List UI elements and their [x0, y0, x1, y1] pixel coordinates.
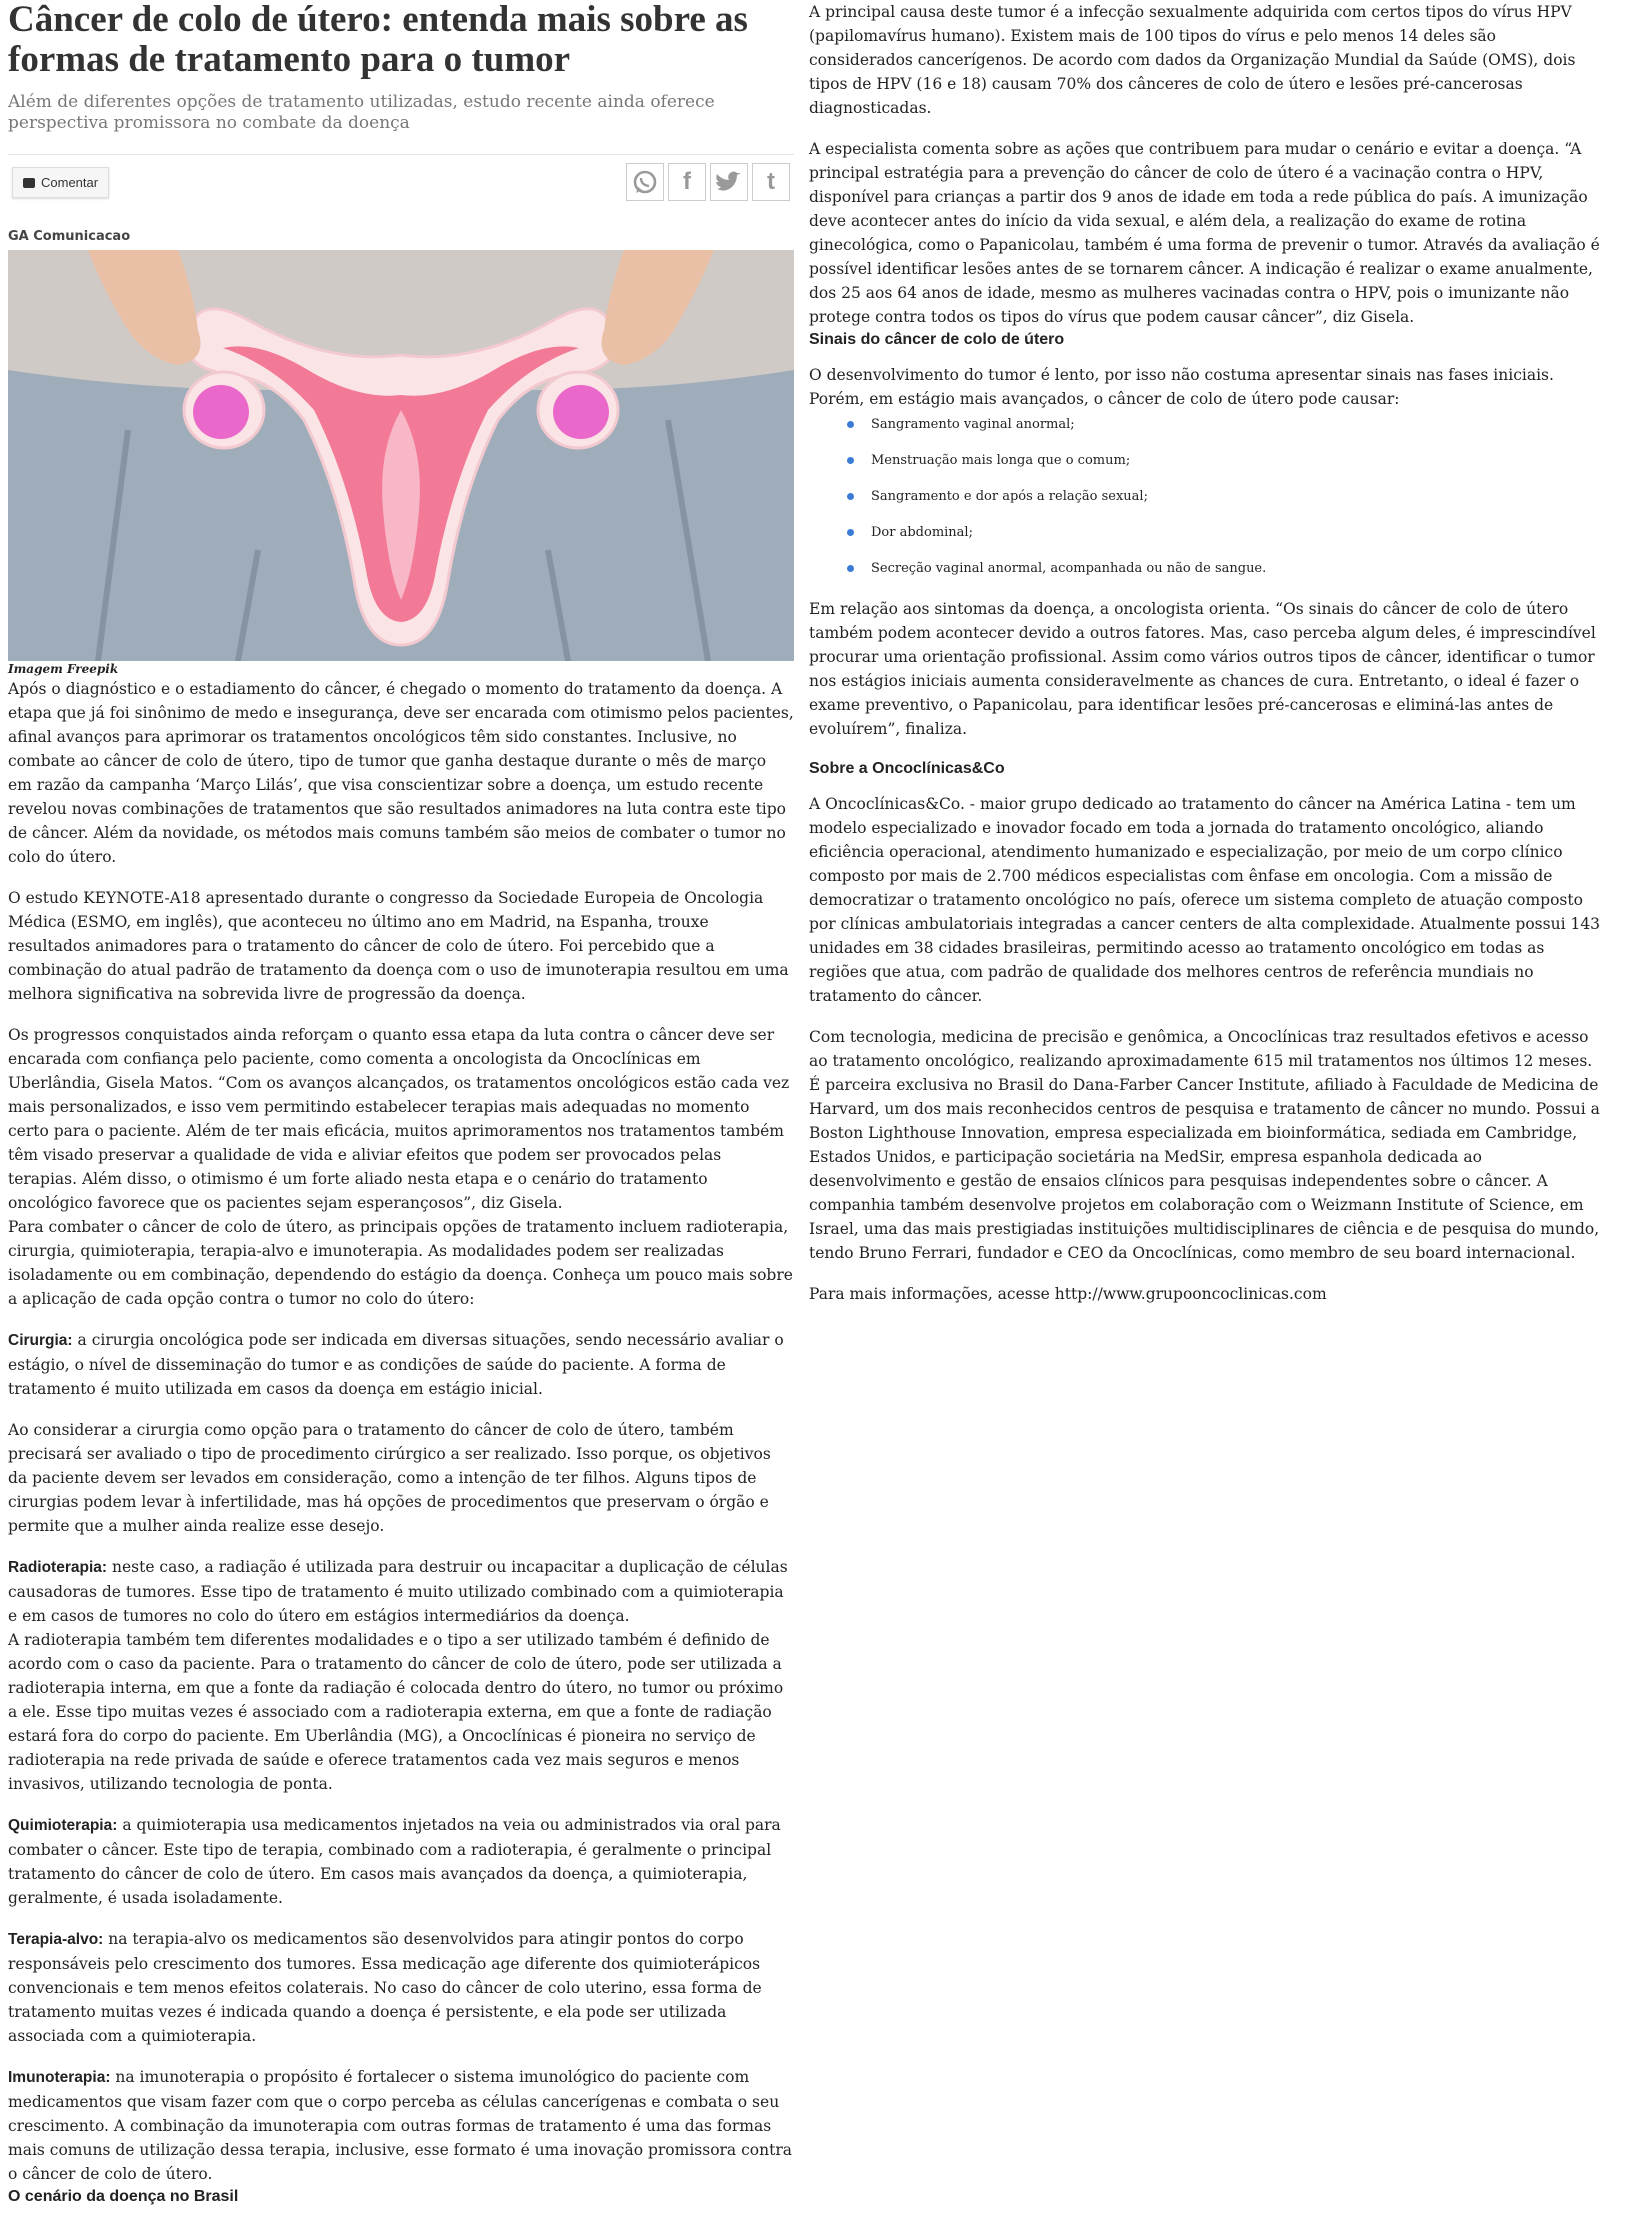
cirurgia-text: a cirurgia oncológica pode ser indicada em diversas situações, sendo necessário avaliar o estágio, o nível de disseminação do tumor e as condições de saúde do paciente. A forma de tratamento é muito utilizada em casos da doença em estágio inicial.: [8, 1331, 784, 1398]
cirurgia-label: Cirurgia:: [8, 1332, 73, 1349]
paragraph: Ao considerar a cirurgia como opção para o tratamento do câncer de colo de útero, também precisará ser avaliado o tipo de procedimento cirúrgico a ser realizado. Isso porque, os objetivos da paciente devem ser levados em consideração, como a intenção de ter filhos. Alguns tipos de cirurgias podem levar à infertilidade, mas há opções de procedimentos que preservam o órgão e permite que a mulher ainda realize esse desejo.: [8, 1421, 771, 1535]
radio-text: neste caso, a radiação é utilizada para destruir ou incapacitar a duplicação de células causadoras de tumores. Esse tipo de tratamento é muito utilizado combinado com a quimioterapia e em casos de tumores no colo do útero em estágios intermediários da doença.: [8, 1558, 788, 1625]
image-caption: Imagem Freepik: [8, 662, 119, 676]
paragraph: O desenvolvimento do tumor é lento, por isso não costuma apresentar sinais nas fases iniciais. Porém, em estágio mais avançados, o câncer de colo de útero pode causar:: [809, 366, 1554, 408]
article-toolbar: [8, 154, 794, 206]
alvo-label: Terapia-alvo:: [8, 1931, 104, 1948]
paragraph: Os progressos conquistados ainda reforçam o quanto essa etapa da luta contra o câncer deve ser encarada com confiança pelo paciente, como comenta a oncologista da Oncoclínicas em Uberlândia, Gisela Matos. “Com os avanços alcançados, os tratamentos oncológicos estão cada vez mais personalizados, e isso vem permitindo estabelecer terapias mais adequadas no momento certo para o paciente. Além de ter mais eficácia, muitos aprimoramentos nos tratamentos também têm visado preservar a qualidade de vida e aliviar efeitos que podem ser provocados pelas terapias. Além disso, o otimismo é um forte aliado nesta etapa e o cenário do tratamento oncológico favorece que os pacientes sejam esperançosos”, diz Gisela.: [8, 1026, 790, 1212]
paragraph: A Oncoclínicas&Co. - maior grupo dedicado ao tratamento do câncer na América Latina - tem um modelo especializado e inovador focado em toda a jornada do tratamento oncológico, aliando eficiência operacional, atendimento humanizado e especialização, por meio de um corpo clínico composto por mais de 2.700 médicos especialistas com ênfase em oncologia. Com a missão de democratizar o tratamento oncológico no país, oferece um sistema completo de atuação composto por clínicas ambulatoriais integradas a cancer centers de alta complexidade. Atualmente possui 143 unidades em 38 cidades brasileiras, permitindo acesso ao tratamento oncológico em todas as regiões que atua, com padrão de qualidade dos melhores centros de referência mundiais no tratamento do câncer.: [809, 795, 1601, 1005]
alvo-text: na terapia-alvo os medicamentos são desenvolvidos para atingir pontos do corpo responsáveis pelo crescimento dos tumores. Essa medicação age diferente dos quimioterápicos convencionais e tem menos efeitos colaterais. No caso do câncer de colo uterino, essa forma de tratamento muitas vezes é indicada quando a doença é persistente, e ela pode ser utilizada associada com a quimioterapia.: [8, 1930, 762, 2045]
whatsapp-icon[interactable]: [626, 163, 664, 201]
share-buttons: [622, 163, 790, 201]
author-name: GA Comunicacao: [8, 229, 131, 244]
imuno-label: Imunoterapia:: [8, 2069, 111, 2086]
heading-sobre: Sobre a Oncoclínicas&Co: [809, 760, 1005, 777]
paragraph: Após o diagnóstico e o estadiamento do câncer, é chegado o momento do tratamento da doença. A etapa que já foi sinônimo de medo e insegurança, deve ser encarada com otimismo pelos pacientes, afinal avanços para aprimorar os tratamentos oncológicos têm sido constantes. Inclusive, no combate ao câncer de colo de útero, tipo de tumor que ganha destaque durante o mês de março em razão da campanha ‘Março Lilás’, que visa conscientizar sobre a doença, um estudo recente revelou novas combinações de tratamentos que são resultados animadores na luta contra este tipo de câncer. Além da novidade, os métodos mais comuns também são meios de combater o tumor no colo do útero.: [8, 680, 794, 866]
uterus-illustration: [8, 250, 794, 661]
heading-cenario: O cenário da doença no Brasil: [8, 2188, 239, 2205]
quimio-text: a quimioterapia usa medicamentos injetados na veia ou administrados via oral para combater o câncer. Este tipo de terapia, combinado com a radioterapia, é geralmente o principal tratamento do câncer de colo de útero. Em casos mais avançados da doença, a quimioterapia, geralmente, é usada isoladamente.: [8, 1816, 781, 1907]
signs-list: [847, 417, 1603, 577]
right-column: [809, 0, 1603, 1323]
list-item: Dor abdominal;: [847, 525, 1603, 541]
cirurgia-paragraph: [8, 1328, 794, 1401]
facebook-icon[interactable]: f: [668, 163, 706, 201]
paragraph: A radioterapia também tem diferentes modalidades e o tipo a ser utilizado também é definido de acordo com o caso da paciente. Para o tratamento do câncer de colo de útero, pode ser utilizada a radioterapia interna, em que a fonte da radiação é colocada dentro do útero, no tumor ou próximo a ele. Esse tipo muitas vezes é associado com a radioterapia externa, em que a fonte de radiação estará fora do corpo do paciente. Em Uberlândia (MG), a Oncoclínicas é pioneira no serviço de radioterapia na rede privada de saúde e oferece tratamentos cada vez mais seguros e menos invasivos, utilizando tecnologia de ponta.: [8, 1631, 784, 1793]
imuno-text: na imunoterapia o propósito é fortalecer o sistema imunológico do paciente com medicamentos que visam fazer com que o corpo perceba as células cancerígenas e combata o seu crescimento. A combinação da imunoterapia com outras formas de tratamento é uma das formas mais comuns de utilização dessa terapia, inclusive, esse formato é uma inovação promissora contra o câncer de colo de útero.: [8, 2068, 792, 2183]
list-item: Sangramento e dor após a relação sexual;: [847, 489, 1603, 505]
alvo-paragraph: [8, 1927, 794, 2048]
quimio-label: Quimioterapia:: [8, 1817, 118, 1834]
twitter-icon[interactable]: [710, 163, 748, 201]
tumblr-icon[interactable]: t: [752, 163, 790, 201]
heading-sinais: Sinais do câncer de colo de útero: [809, 331, 1065, 348]
paragraph: A especialista comenta sobre as ações que contribuem para mudar o cenário e evitar a doença. “A principal estratégia para a prevenção do câncer de colo de útero é a vacinação contra o HPV, disponível para crianças a partir dos 9 anos de idade em toda a rede pública do país. A imunização deve acontecer antes do início da vida sexual, e além dela, a realização do exame de rotina ginecológica, como o Papanicolau, também é uma forma de prevenir o tumor. Através da avaliação é possível identificar lesões antes de se tornarem câncer. A indicação é realizar o exame anualmente, dos 25 aos 64 anos de idade, mesmo as mulheres vacinadas contra o HPV, pois o imunizante não protege contra todos os tipos do vírus que podem causar câncer”, diz Gisela.: [809, 140, 1600, 326]
list-item: Menstruação mais longa que o comum;: [847, 453, 1603, 469]
paragraph: O estudo KEYNOTE-A18 apresentado durante o congresso da Sociedade Europeia de Oncologia Médica (ESMO, em inglês), que aconteceu no último ano em Madrid, na Espanha, trouxe resultados animadores para o tratamento do câncer de colo de útero. Foi percebido que a combinação do atual padrão de tratamento da doença com o uso de imunoterapia resultou em uma melhora significativa na sobrevida livre de progressão da doença.: [8, 889, 789, 1003]
paragraph: Para mais informações, acesse http://www.grupooncoclinicas.com: [809, 1285, 1327, 1303]
radio-paragraph: [8, 1555, 794, 1628]
left-column: [8, 0, 794, 2220]
list-item: Secreção vaginal anormal, acompanhada ou não de sangue.: [847, 561, 1603, 577]
radio-label: Radioterapia:: [8, 1559, 108, 1576]
comment-button[interactable]: [12, 167, 109, 198]
article-subtitle: Além de diferentes opções de tratamento utilizadas, estudo recente ainda oferece perspectiva promissora no combate da doença: [8, 92, 715, 133]
article-image: [8, 250, 794, 661]
speech-bubble-icon: [23, 178, 35, 188]
imuno-paragraph: [8, 2065, 794, 2186]
article-title: Câncer de colo de útero: entenda mais sobre as formas de tratamento para o tumor: [8, 0, 748, 80]
paragraph: A principal causa deste tumor é a infecção sexualmente adquirida com certos tipos do vírus HPV (papilomavírus humano). Existem mais de 100 tipos do vírus e pelo menos 14 deles são considerados cancerígenos. De acordo com dados da Organização Mundial da Saúde (OMS), dois tipos de HPV (16 e 18) causam 70% dos cânceres de colo de útero e lesões pré-cancerosas diagnosticadas.: [809, 3, 1576, 117]
comment-label: Comentar: [41, 175, 99, 190]
paragraph: Com tecnologia, medicina de precisão e genômica, a Oncoclínicas traz resultados efetivos e acesso ao tratamento oncológico, realizando aproximadamente 615 mil tratamentos nos últimos 12 meses. É parceira exclusiva no Brasil do Dana-Farber Cancer Institute, afiliado à Faculdade de Medicina de Harvard, um dos mais reconhecidos centros de pesquisa e tratamento de câncer no mundo. Possui a Boston Lighthouse Innovation, empresa especializada em bioinformática, sediada em Cambridge, Estados Unidos, e participação societária na MedSir, empresa espanhola dedicada ao desenvolvimento e gestão de ensaios clínicos para pesquisas independentes sobre o câncer. A companhia também desenvolve projetos em colaboração com o Weizmann Institute of Science, em Israel, uma das mais prestigiadas instituições multidisciplinares de ciência e de pesquisa do mundo, tendo Bruno Ferrari, fundador e CEO da Oncoclínicas, como membro de seu board internacional.: [809, 1028, 1600, 1262]
paragraph: Em relação aos sintomas da doença, a oncologista orienta. “Os sinais do câncer de colo de útero também podem acontecer devido a outros fatores. Mas, caso perceba algum deles, é imprescindível procurar uma orientação profissional. Assim como vários outros tipos de câncer, identificar o tumor nos estágios iniciais aumenta consideravelmente as chances de cura. Entretanto, o ideal é fazer o exame preventivo, o Papanicolau, para identificar lesões pré-cancerosas e eliminá-las antes de evoluírem”, finaliza.: [809, 600, 1596, 738]
list-item: Sangramento vaginal anormal;: [847, 417, 1603, 433]
left-body: [8, 677, 794, 2208]
quimio-paragraph: [8, 1813, 794, 1910]
paragraph: Para combater o câncer de colo de útero, as principais opções de tratamento incluem radioterapia, cirurgia, quimioterapia, terapia-alvo e imunoterapia. As modalidades podem ser realizadas isoladamente ou em combinação, dependendo do estágio da doença. Conheça um pouco mais sobre a aplicação de cada opção contra o tumor no colo do útero:: [8, 1218, 793, 1308]
